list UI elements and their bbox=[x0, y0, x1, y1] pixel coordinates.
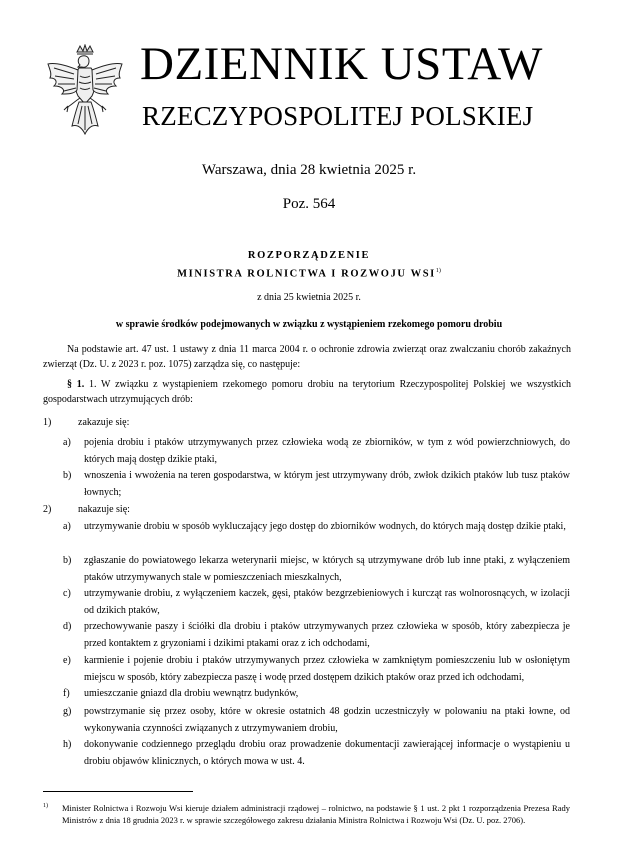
item-text: zgłaszanie do powiatowego lekarza weterynarii miejsc, w których są utrzymywane drób lub inne ptaki, z wyłączeniem ptaków utrzymywanych stale w pomieszczeniach mieszkalnych, bbox=[84, 555, 570, 583]
act-type: ROZPORZĄDZENIE bbox=[247, 250, 371, 261]
gazette-subtitle: RZECZYPOSPOLITEJ POLSKIEJ bbox=[142, 101, 534, 131]
item-text: przechowywanie paszy i ściółki dla drobiu i ptaków utrzymywanych przez człowieka w sposób, który zabezpiecza je przed kontaktem z gryzoniami i dzikimi ptakami oraz z ich odchodami, bbox=[84, 621, 570, 649]
act-issuer bbox=[0, 268, 618, 280]
issuer-name: MINISTRA ROLNICTWA I ROZWOJU WSI bbox=[177, 268, 436, 280]
item-text: pojenia drobiu i ptaków utrzymywanych przez człowieka wodą ze zbiorników, w tym z wód powierzchniowych, do których mają dostęp dzikie ptaki, bbox=[84, 437, 570, 465]
preamble: Na podstawie art. 47 ust. 1 ustawy z dnia 11 marca 2004 r. o ochronie zdrowia zwierząt oraz zwalczaniu chorób zakaźnych zwierząt (Dz. U. z 2023 r. poz. 1075) zarządza się, co następuje: bbox=[43, 344, 571, 370]
act-issued-date: z dnia 25 kwietnia 2025 r. bbox=[257, 292, 361, 303]
item-text: wnoszenia i wwożenia na teren gospodarstwa, w którym jest utrzymywany drób, zwłok dzikich ptaków lub tusz ptaków łownych; bbox=[84, 470, 570, 498]
point-number: 2) bbox=[43, 504, 52, 515]
item-letter: a) bbox=[63, 437, 71, 448]
item-letter: e) bbox=[63, 655, 71, 666]
item-letter: b) bbox=[63, 470, 72, 481]
item-letter: d) bbox=[63, 621, 72, 632]
item-letter: h) bbox=[63, 739, 72, 750]
item-text: utrzymywanie drobiu, z wyłączeniem kaczek, gęsi, ptaków bezgrzebieniowych i kurcząt ras wolnorosnących, w izolacji od dzikich ptaków, bbox=[84, 588, 570, 616]
item-text: utrzymywanie drobiu w sposób wykluczający jego dostęp do zbiorników wodnych, do których mają dostęp dzikie ptaki, bbox=[84, 521, 566, 532]
item-letter: g) bbox=[63, 706, 72, 717]
footnote-text: Minister Rolnictwa i Rozwoju Wsi kieruje działem administracji rządowej – rolnictwo, na podstawie § 1 ust. 2 pkt 1 rozporządzenia Prezesa Rady Ministrów z dnia 18 grudnia 2023 r. w sprawie szczegółowego zakresu działania Ministra Rolnictwa i Rozwoju Wsi (Dz. U. poz. 2706). bbox=[62, 803, 570, 825]
item-text: karmienie i pojenie drobiu i ptaków utrzymywanych przez człowieka w zamkniętym pomieszczeniu lub w osłoniętym miejscu w sposób, który zabezpiecza paszę i wodę przed dostępem dzikich ptaków oraz przed ich odchodami, bbox=[84, 655, 570, 683]
footnote-divider bbox=[43, 791, 193, 792]
point-number: 1) bbox=[43, 417, 52, 428]
white-eagle-emblem-icon bbox=[44, 44, 126, 136]
item-letter: c) bbox=[63, 588, 71, 599]
section-intro-text: 1. W związku z wystąpieniem rzekomego pomoru drobiu na terytorium Rzeczypospolitej Polskiej we wszystkich gospodarstwach utrzymujących drób: bbox=[43, 379, 572, 405]
item-text: umieszczanie gniazd dla drobiu wewnątrz budynków, bbox=[84, 688, 299, 699]
position-number: Poz. 564 bbox=[282, 196, 336, 212]
item-letter: b) bbox=[63, 555, 72, 566]
point-label: zakazuje się: bbox=[78, 417, 130, 428]
act-subject: w sprawie środków podejmowanych w związku z wystąpieniem rzekomego pomoru drobiu bbox=[115, 319, 503, 330]
section-1-intro bbox=[43, 378, 571, 407]
footnote-reference: 1) bbox=[435, 268, 441, 274]
item-letter: a) bbox=[63, 521, 71, 532]
section-mark: § 1. bbox=[67, 379, 85, 390]
item-letter: f) bbox=[63, 688, 70, 699]
item-text: dokonywanie codziennego przeglądu drobiu oraz prowadzenie dokumentacji zawierającej informacje o wystąpieniu u drobiu objawów klinicznych, o których mowa w ust. 4. bbox=[84, 739, 570, 767]
item-text: powstrzymanie się przez osoby, które w okresie ostatnich 48 godzin uczestniczyły w polowaniu na ptaki łowne, od wykonywania czynności związanych z utrzymywaniem drobiu, bbox=[84, 706, 570, 734]
publication-dateline: Warszawa, dnia 28 kwietnia 2025 r. bbox=[201, 162, 417, 178]
footnote-mark: 1) bbox=[43, 803, 48, 809]
point-label: nakazuje się: bbox=[78, 504, 130, 515]
gazette-title: DZIENNIK USTAW bbox=[140, 38, 543, 90]
